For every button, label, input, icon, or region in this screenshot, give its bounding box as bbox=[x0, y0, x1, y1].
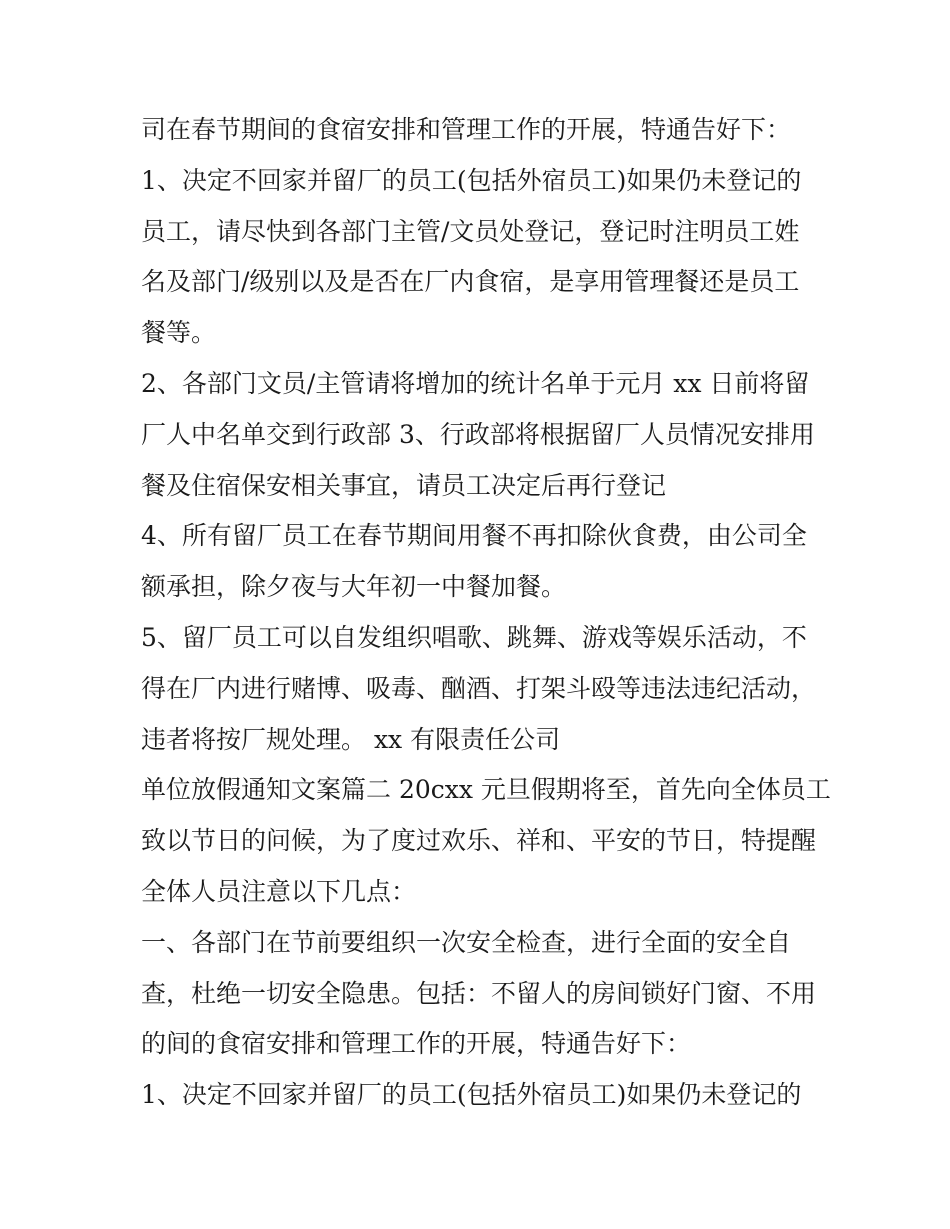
text-line: 的间的食宿安排和管理工作的开展，特通告好下： bbox=[141, 1029, 692, 1059]
text-line: 致以节日的问候，为了度过欢乐、祥和、平安的节日，特提醒 bbox=[141, 826, 817, 856]
text-line: 厂人中名单交到行政部 3、行政部将根据留厂人员情况安排用 bbox=[141, 419, 815, 449]
text-line: 员工，请尽快到各部门主管/文员处登记，登记时注明员工姓 bbox=[141, 216, 800, 246]
text-line: 一、各部门在节前要组织一次安全检查，进行全面的安全自 bbox=[141, 927, 792, 957]
text-line: 5、留厂员工可以自发组织唱歌、跳舞、游戏等娱乐活动，不 bbox=[141, 622, 807, 652]
text-line: 查，杜绝一切安全隐患。包括：不留人的房间锁好门窗、不用 bbox=[141, 978, 817, 1008]
text-line: 得在厂内进行赌博、吸毒、酗酒、打架斗殴等违法违纪活动， bbox=[141, 673, 817, 703]
text-line: 单位放假通知文案篇二 20cxx 元旦假期将至，首先向全体员工 bbox=[141, 775, 831, 805]
document-body bbox=[141, 105, 831, 1121]
text-line: 司在春节期间的食宿安排和管理工作的开展，特通告好下： bbox=[141, 115, 792, 144]
text-line: 餐及住宿保安相关事宜，请员工决定后再行登记 bbox=[141, 470, 667, 500]
text-line: 违者将按厂规处理。 xx 有限责任公司 bbox=[141, 724, 561, 754]
text-line: 2、各部门文员/主管请将增加的统计名单于元月 xx 日前将留 bbox=[141, 368, 810, 398]
text-line: 1、决定不回家并留厂的员工(包括外宿员工)如果仍未登记的 bbox=[141, 165, 802, 195]
text-line: 1、决定不回家并留厂的员工(包括外宿员工)如果仍未登记的 bbox=[141, 1080, 802, 1110]
text-line: 额承担，除夕夜与大年初一中餐加餐。 bbox=[141, 572, 567, 602]
text-line: 4、所有留厂员工在春节期间用餐不再扣除伙食费，由公司全 bbox=[141, 521, 807, 551]
text-line: 名及部门/级别以及是否在厂内食宿，是享用管理餐还是员工 bbox=[141, 267, 800, 297]
text-line: 餐等。 bbox=[141, 318, 217, 348]
text-line: 全体人员注意以下几点： bbox=[141, 876, 417, 906]
